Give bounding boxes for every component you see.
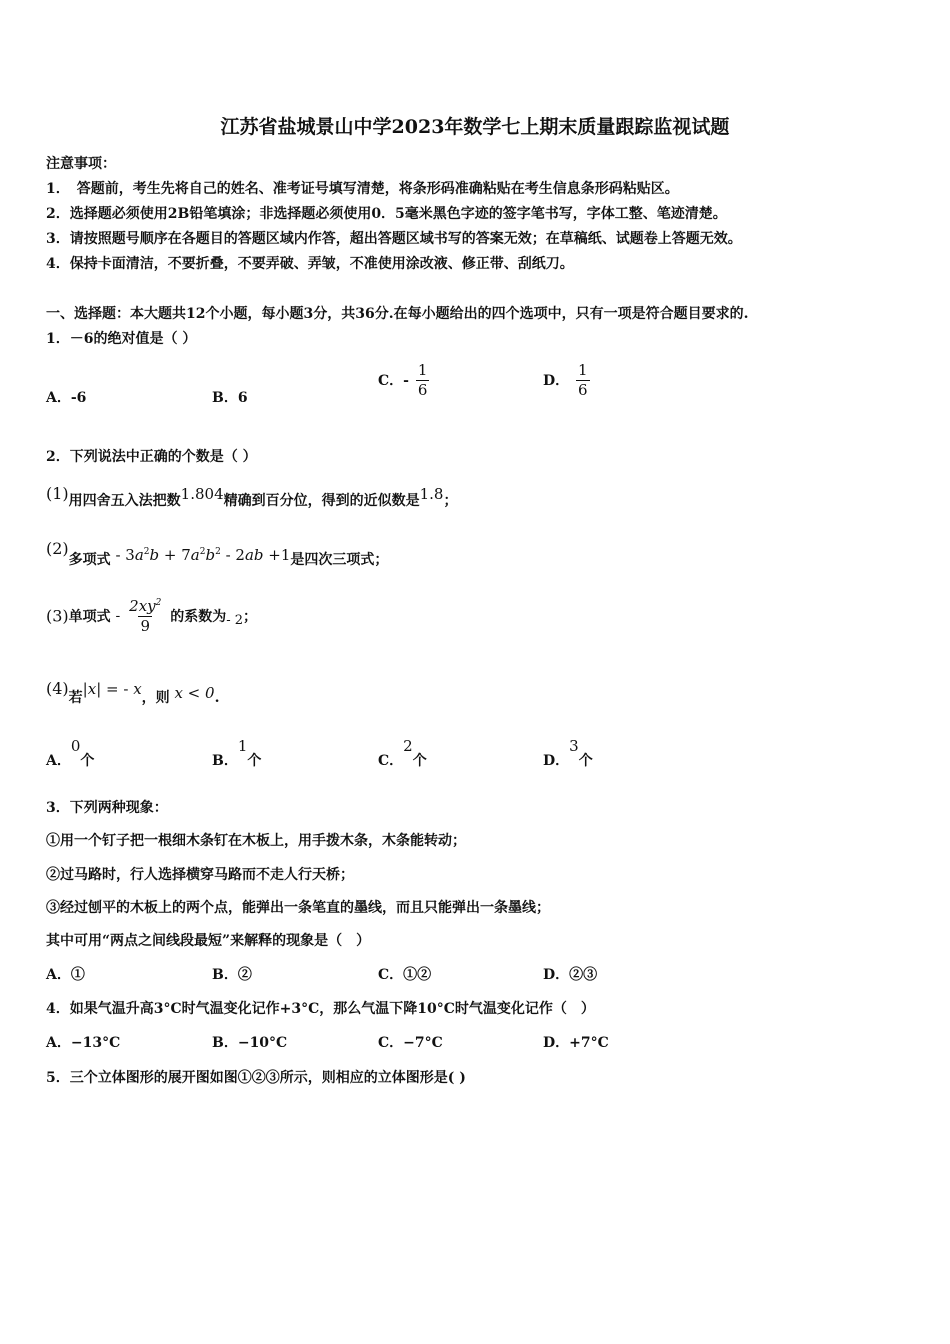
- q1-c-denominator: 6: [417, 380, 428, 399]
- q2-s1-number: (1): [46, 484, 69, 503]
- q5-stem: 5．三个立体图形的展开图如图①②③所示，则相应的立体图形是( ): [46, 1070, 466, 1086]
- q2-s3-fraction: [127, 598, 163, 634]
- q2-s3-text-a: 单项式: [68, 609, 111, 625]
- q2-b-label: B．: [212, 753, 238, 769]
- q2-a-unit: 个: [80, 753, 95, 769]
- q2-a-label: A．: [46, 753, 71, 769]
- q3-item-3: ③经过刨平的木板上的两个点，能弹出一条笔直的墨线，而且只能弹出一条墨线；: [46, 900, 550, 916]
- q1-option-d[interactable]: [543, 362, 592, 398]
- q2-s3-numerator: $2xy^2$: [129, 597, 162, 615]
- q1-stem: 1．－6的绝对值是（ ）: [46, 331, 197, 347]
- q2-s3-text-c: ；: [243, 609, 258, 625]
- q2-c-value: 2: [403, 737, 413, 755]
- notice-item-1: 1． 答题前，考生先将自己的姓名、准考证号填写清楚，将条形码准确粘贴在考生信息条形码粘贴区。: [46, 181, 679, 197]
- q1-option-a[interactable]: A．-6: [46, 390, 87, 406]
- notice-heading: 注意事项：: [46, 156, 116, 172]
- q1-option-c[interactable]: [378, 362, 431, 398]
- notice-item-3: 3．请按照题号顺序在各题目的答题区域内作答，超出答题区域书写的答案无效；在草稿纸、试题卷上答题无效。: [46, 231, 742, 247]
- q2-option-a[interactable]: [46, 736, 95, 769]
- q2-b-unit: 个: [247, 753, 262, 769]
- q2-s2-text-a: 多项式: [68, 552, 111, 568]
- q2-d-label: D．: [543, 753, 570, 769]
- q1-d-denominator: 6: [578, 380, 588, 399]
- q4-option-d[interactable]: D．+7°C: [543, 1035, 609, 1051]
- q1-d-fraction: [576, 362, 590, 398]
- q4-option-a[interactable]: A．−13°C: [46, 1035, 121, 1051]
- q2-s4-text-b: ，则: [141, 690, 170, 706]
- q2-s3-numerator-text: 2xy: [129, 597, 156, 615]
- q2-s4-conclusion: x < 0: [169, 684, 215, 702]
- notice-item-2: 2．选择题必须使用2B铅笔填涂；非选择题必须使用0．5毫米黑色字迹的签字笔书写，字体工整、笔迹清楚。: [46, 206, 727, 222]
- q2-s4-condition: |x| = - x: [82, 680, 142, 698]
- q2-option-c[interactable]: [378, 736, 427, 769]
- section-heading: 一、选择题：本大题共12个小题，每小题3分，共36分.在每小题给出的四个选项中，只有一项是符合题目要求的.: [46, 306, 749, 322]
- q2-s1-text-a: 用四舍五入法把数: [68, 493, 181, 509]
- q2-s3-number: (3): [46, 606, 69, 626]
- q4-option-b[interactable]: B．−10°C: [212, 1035, 288, 1051]
- q3-option-a[interactable]: A．①: [46, 967, 85, 983]
- q3-option-d[interactable]: D．②③: [543, 967, 598, 983]
- q3-stem: 3．下列两种现象：: [46, 800, 168, 816]
- q2-a-value: 0: [70, 737, 81, 755]
- q3-option-c[interactable]: C．①②: [378, 967, 432, 983]
- notice-item-4: 4．保持卡面清洁，不要折叠，不要弄破、弄皱，不准使用涂改液、修正带、刮纸刀。: [46, 256, 574, 272]
- q2-b-value: 1: [237, 737, 248, 755]
- q1-c-numerator: 1: [417, 361, 428, 379]
- q3-item-1: ①用一个钉子把一根细木条钉在木板上，用手拨木条，木条能转动；: [46, 833, 466, 849]
- q2-d-unit: 个: [578, 753, 593, 769]
- q1-c-label: C．-: [378, 373, 409, 389]
- q2-s1-text-c: ；: [443, 493, 458, 509]
- q2-option-d[interactable]: [543, 736, 593, 769]
- q1-d-label: D．: [543, 373, 570, 389]
- q2-s1-value-2: 1.8: [419, 485, 444, 503]
- q3-option-b[interactable]: B．②: [212, 967, 252, 983]
- q2-s2-polynomial: - $3a^2b + 7a^2b^2 - 2ab +1$: [110, 546, 291, 564]
- q2-s1-value: 1.804: [180, 485, 224, 503]
- q3-question: 其中可用“两点之间线段最短”来解释的现象是（ ）: [46, 933, 371, 949]
- q2-s3-text-b: 的系数为: [170, 609, 227, 625]
- page-title: 江苏省盐城景山中学2023年数学七上期末质量跟踪监视试题: [220, 116, 730, 138]
- q2-s3-value: - 2: [226, 612, 244, 628]
- q2-statement-1: [46, 484, 458, 509]
- q4-option-c[interactable]: C．−7°C: [378, 1035, 443, 1051]
- q1-c-fraction: [416, 362, 430, 398]
- q2-s4-text-a: 若: [68, 690, 83, 706]
- q2-c-unit: 个: [412, 753, 427, 769]
- q2-s4-text-c: .: [214, 690, 220, 706]
- q2-statement-2: [46, 539, 389, 568]
- q2-statement-4: [46, 679, 220, 706]
- q2-d-value: 3: [569, 737, 579, 755]
- q4-stem: 4．如果气温升高3°C时气温变化记作+3°C，那么气温下降10°C时气温变化记作（ ）: [46, 1001, 595, 1017]
- q3-item-2: ②过马路时，行人选择横穿马路而不走人行天桥；: [46, 867, 354, 883]
- q1-option-b[interactable]: B．6: [212, 390, 248, 406]
- q2-s3-denominator: 9: [140, 616, 151, 635]
- q2-c-label: C．: [378, 753, 404, 769]
- q2-s2-number: (2): [46, 539, 69, 558]
- q2-stem: 2．下列说法中正确的个数是（ ）: [46, 449, 257, 465]
- q2-statement-3: [46, 598, 257, 634]
- q2-option-b[interactable]: [212, 736, 262, 769]
- q2-s1-text-b: 精确到百分位，得到的近似数是: [223, 493, 420, 509]
- q2-s2-text-b: 是四次三项式；: [290, 552, 389, 568]
- q2-s4-number: (4): [46, 679, 69, 698]
- q1-d-numerator: 1: [578, 361, 588, 379]
- q2-s3-minus: -: [115, 608, 121, 624]
